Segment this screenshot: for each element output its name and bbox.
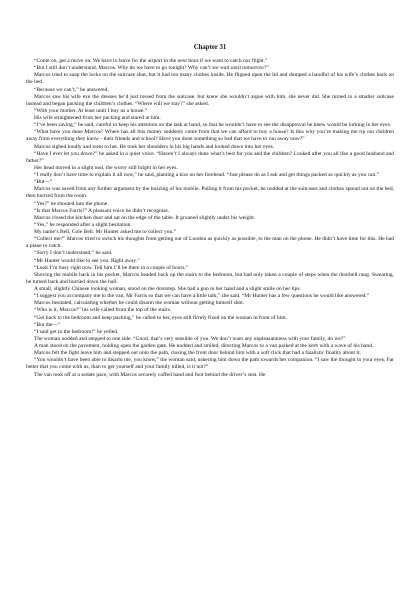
paragraph: “Who is it, Marcos?” his wife called from the top of the stairs. <box>34 307 172 314</box>
paragraph: “Look I’m busy right now. Tell him I’ll be there in a couple of hours.” <box>34 264 189 271</box>
paragraph: A man stood on the pavement, holding open the garden gate. He nodded and smiled, directing Marcos to a van parked at the kerb with a wave of his hand. <box>34 343 374 349</box>
paragraph: “Come on, get a move on. We have to leave for the airport in the next hour if we want to catch our flight.” <box>34 58 268 64</box>
paragraph: Marcos was saved from any further argument by the buzzing of his mobile. Pulling it from his pocket, he nodded at the suitcases and clothes spread out on the bed, then hurried from the room. <box>26 186 394 200</box>
paragraph: “I really don’t have time to explain it all now,” he said, planting a kiss on her forehead. “Just please do as I ask and get things packed as quickly as you can.” <box>34 172 380 178</box>
paragraph: My name’s Bell, Cole Bell. Mr Hunter asked me to collect you.” <box>34 229 177 235</box>
paragraph: “Sorry I don’t understand,” he said. <box>34 250 113 257</box>
paragraph: Marcos tried to snap the locks on the suitcase shut, but it had too many clothes inside. He flipped open the lid and dumped a handful of his wife’s clothes back on the bed. <box>26 72 394 86</box>
paragraph: “Have I ever let you down?” he asked in a quiet voice. “Haven’t I always done what’s best for you and the children? Looked after you all like a good husband and father?” <box>26 150 394 164</box>
paragraph: “But the—” <box>34 321 61 328</box>
paragraph: His wife straightened from her packing and stared at him. <box>34 115 161 121</box>
paragraph: “But—” <box>34 179 53 186</box>
paragraph: “Mr Hunter would like to see you. Right away.” <box>34 257 140 264</box>
paragraph: The woman nodded and stepped to one side. “Good, that’s very sensible of you. We don’t want any unpleasantness with your family, do we?” <box>34 335 346 342</box>
paragraph: Marcos hesitated, calculating whether he could disarm the woman without getting himself shot. <box>34 300 245 307</box>
paragraph: Shoving the mobile back in his pocket, Marcos headed back up the stairs to the bedroom, but had only taken a couple of steps when the doorbell rang. Swearing, he turned back and hurried down the hall. <box>26 271 394 285</box>
paragraph: “You wouldn’t have been able to disarm me, you know,” the woman said, ushering him down the path towards her companion. “I saw the thought in your eyes. Far better that you come with us, than to get yourself and your family killed, is it not?” <box>26 357 394 371</box>
paragraph: “I said get in the bedroom!” he yelled. <box>34 328 119 335</box>
paragraph: “With your mother. At least until I buy us a house.” <box>34 107 148 114</box>
paragraph: The van took off at a sedate pace, with Marcos securely cuffed hand and foot behind the driver’s seat. He <box>34 371 266 378</box>
paragraph: A small, slightly Chinese looking woman, stood on the doorstep. She had a gun in her hand and a slight smile on her lips. <box>34 286 301 292</box>
paragraph: “Is that Marcos Farris?” A pleasant voice he didn’t recognise. <box>34 207 170 214</box>
paragraph: Her head moved in a slight nod, the worry still bright in her eyes. <box>34 164 178 171</box>
paragraph: Marcos sighed loudly and went to her. He took her shoulders in his big hands and looked down into her eyes. <box>34 143 275 150</box>
paragraph: “What have you done Marcos? Where has all this money suddenly come from that we can afford to buy a house? Is this why you’re making me rip our children away from everything they know - their friends and school? Have you done something so bad that we have to run away now?” <box>26 129 394 143</box>
chapter-title: Chapter 31 <box>193 44 227 51</box>
paragraph: “But I still don’t understand, Marcos. Why do we have to go tonight? Why can’t we wait until tomorrow?” <box>34 65 269 72</box>
paragraph: “I suggest you accompany me to the van, Mr Farris so that we can have a little talk,” she said. “Mr Hunter has a few questions he would like answered.” <box>34 293 370 300</box>
paragraph: “Yes?” he shouted into the phone. <box>34 200 109 207</box>
chapter-body <box>26 58 394 379</box>
paragraph: “I’ve been saving,” he said, careful to keep his attention on the task at hand, so that he wouldn’t have to see the disapproval he knew would be lurking in her eyes. <box>34 122 392 129</box>
paragraph: Marcos felt the fight leave him and stepped out onto the path, closing the front door behind him with a soft click that had a fatalistic finality about it. <box>34 350 361 357</box>
paragraph: Marcos saw his wife eye the dresses he’d just tossed from the suitcase, but knew she wouldn’t argue with him, she never did. She turned to a smaller suitcase instead and began packing the children’s clothes. “Where will we stay?” she asked. <box>26 93 394 107</box>
paragraph: “Because we can’t,” he answered. <box>34 86 109 93</box>
paragraph: “Collect me?” Marcos tried to switch his thoughts from getting out of London as quickly as possible, to the man on the phone. He didn’t have time for this. He had a plane to catch. <box>26 236 394 250</box>
paragraph: “Get back to the bedroom and keep packing,” he called to her, eyes still firmly fixed on the woman in front of him. <box>34 314 287 321</box>
paragraph: “Yes,” he responded after a slight hesitation. <box>34 221 132 228</box>
paragraph: Marcos closed the kitchen door and sat on the edge of the table. It groaned slightly under his weight. <box>34 214 256 221</box>
